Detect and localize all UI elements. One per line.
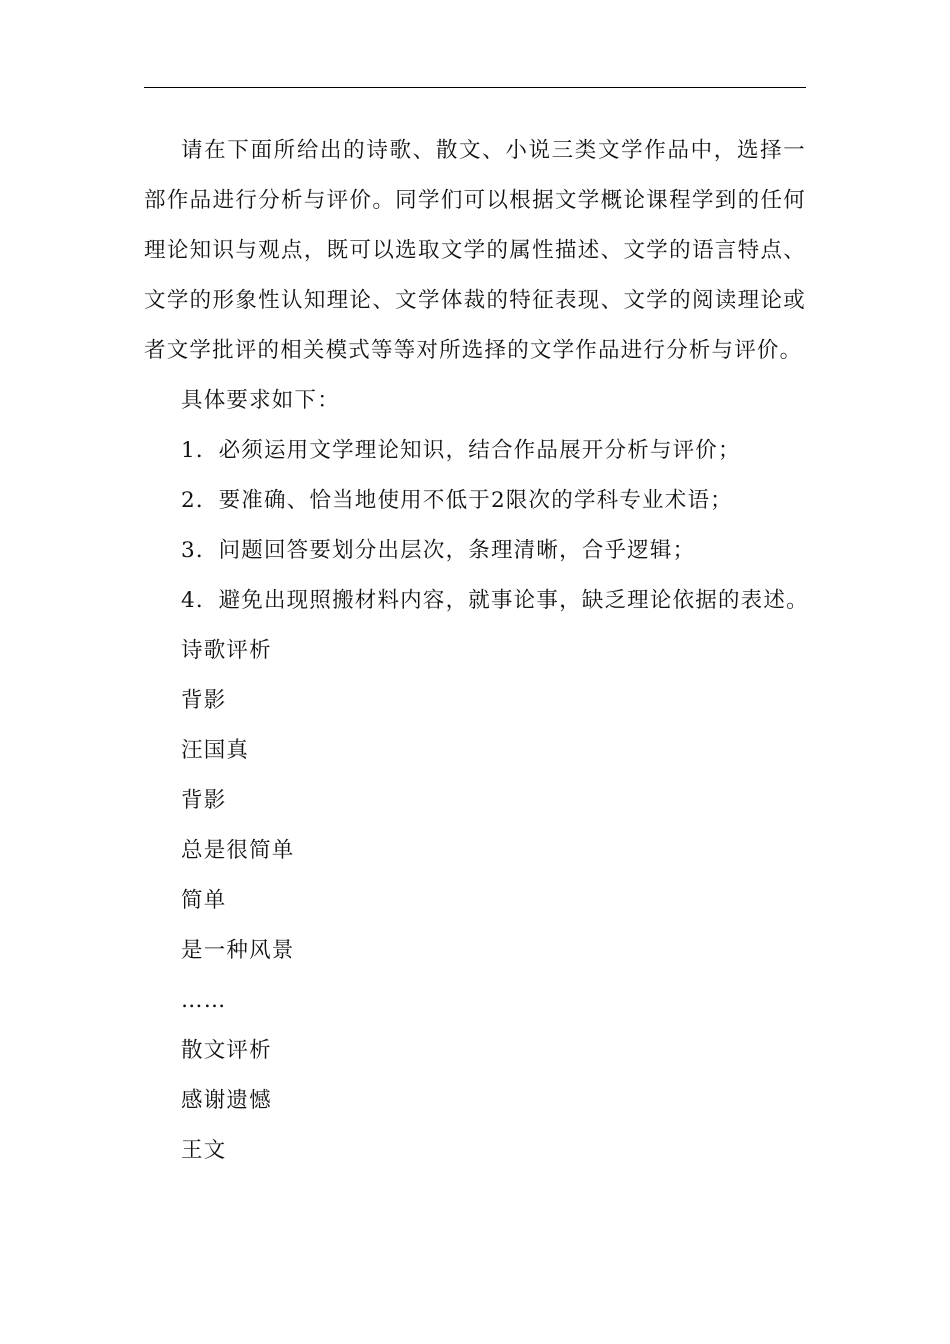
intro-paragraph: 请在下面所给出的诗歌、散文、小说三类文学作品中，选择一部作品进行分析与评价。同学们可以根据文学概论课程学到的任何理论知识与观点，既可以选取文学的属性描述、文学的语言特点、文学的形象性认知理论、文学体裁的特征表现、文学的阅读理论或者文学批评的相关模式等等对所选择的文学作品进行分析与评价。 bbox=[144, 138, 806, 363]
poem-ellipsis: …… bbox=[181, 988, 227, 1013]
poetry-section-heading: 诗歌评析 bbox=[181, 638, 272, 663]
header-rule bbox=[144, 87, 806, 88]
poem-line: 总是很简单 bbox=[181, 838, 295, 863]
requirement-item-3: 3．问题回答要划分出层次，条理清晰，合乎逻辑； bbox=[181, 538, 696, 563]
prose-author: 王文 bbox=[181, 1138, 227, 1163]
prose-title: 感谢遗憾 bbox=[181, 1088, 272, 1113]
poem-line: 是一种风景 bbox=[181, 938, 295, 963]
poem-title: 背影 bbox=[181, 688, 227, 713]
prose-section-heading: 散文评析 bbox=[181, 1038, 272, 1063]
document-body bbox=[144, 126, 809, 1176]
poem-line: 背影 bbox=[181, 788, 227, 813]
requirement-item-2: 2．要准确、恰当地使用不低于2限次的学科专业术语； bbox=[181, 488, 733, 513]
requirement-item-4: 4．避免出现照搬材料内容，就事论事，缺乏理论依据的表述。 bbox=[181, 588, 809, 613]
requirement-item-1: 1．必须运用文学理论知识，结合作品展开分析与评价； bbox=[181, 438, 741, 463]
requirements-heading: 具体要求如下： bbox=[181, 388, 340, 413]
poem-author: 汪国真 bbox=[181, 738, 250, 763]
poem-line: 简单 bbox=[181, 888, 227, 913]
